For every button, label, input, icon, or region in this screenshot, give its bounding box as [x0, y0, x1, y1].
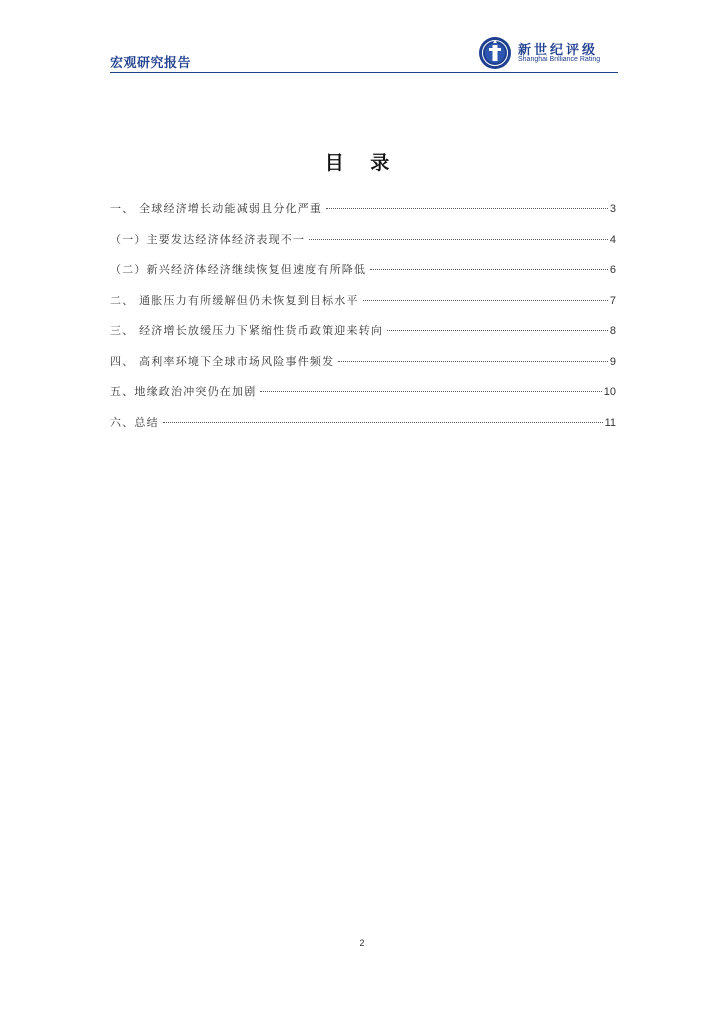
toc-title: 目 录: [324, 152, 400, 174]
toc-entry-page: 3: [609, 203, 616, 215]
toc-entry[interactable]: [110, 200, 616, 231]
company-logo: [478, 36, 618, 70]
toc-entry[interactable]: [110, 383, 616, 414]
page-header: [110, 36, 618, 72]
logo-chinese-name: 新世纪评级: [518, 43, 599, 58]
toc-entry[interactable]: [110, 414, 616, 445]
toc-leader-dots: [370, 269, 608, 270]
toc-leader-dots: [363, 300, 608, 301]
toc-entry-label: （二）新兴经济体经济继续恢复但速度有所降低: [110, 263, 367, 276]
toc-entry[interactable]: [110, 322, 616, 353]
toc-entry-label: （一）主要发达经济体经济表现不一: [110, 232, 306, 246]
logo-english-name: Shanghai Brilliance Rating: [518, 56, 601, 63]
toc-entry-label: 五、地缘政治冲突仍在加剧: [110, 385, 257, 398]
toc-leader-dots: [326, 208, 608, 209]
toc-entry-page: 8: [609, 325, 616, 337]
toc-entry-page: 4: [609, 233, 616, 246]
rating-emblem-icon: [478, 36, 512, 70]
page-number: 2: [359, 938, 365, 948]
toc-leader-dots: [387, 330, 608, 331]
toc-entry-page: 6: [609, 264, 616, 276]
toc-entry-label: 六、总结: [110, 415, 159, 429]
toc-entry-page: 7: [609, 294, 616, 307]
table-of-contents: [110, 200, 616, 444]
toc-leader-dots: [338, 361, 608, 362]
toc-entry-label: 一、 全球经济增长动能减弱且分化严重: [110, 202, 323, 215]
toc-entry-page: 9: [609, 355, 616, 368]
toc-entry[interactable]: [110, 292, 616, 323]
toc-leader-dots: [309, 239, 608, 240]
report-type-title: 宏观研究报告: [110, 56, 192, 71]
toc-entry-page: 11: [604, 416, 616, 429]
toc-leader-dots: [163, 422, 603, 423]
header-divider: [110, 72, 618, 73]
toc-entry-label: 二、 通胀压力有所缓解但仍未恢复到目标水平: [110, 293, 359, 307]
toc-entry-page: 10: [603, 386, 616, 398]
toc-entry-label: 四、 高利率环境下全球市场风险事件频发: [110, 354, 335, 368]
toc-entry[interactable]: [110, 353, 616, 384]
toc-entry-label: 三、 经济增长放缓压力下紧缩性货币政策迎来转向: [110, 324, 384, 337]
toc-entry[interactable]: [110, 261, 616, 292]
toc-entry[interactable]: [110, 231, 616, 262]
toc-leader-dots: [260, 391, 601, 392]
